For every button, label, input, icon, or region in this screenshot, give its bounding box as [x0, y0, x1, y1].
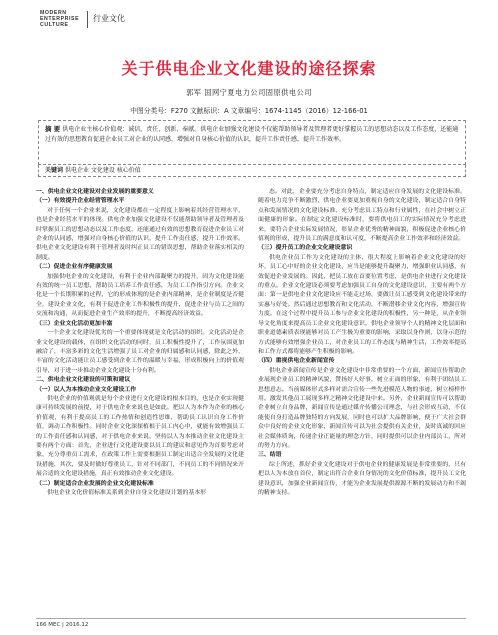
- section-name: 行业文化: [93, 14, 125, 23]
- right-column: [258, 188, 466, 498]
- section-heading: （三）提升员工的企业文化建设意识: [258, 245, 353, 252]
- paragraph: 态。对此，企业要充分考虑自身特点，制定适应自身发展的文化建设标准。随着电力竞争不断激烈，供电企业要更加重视自身的文化建设，制定适合自身特点和发展情况的文化建设标准，充分考虑员工特点和行业属性，在社会中树立正面健康的形象。在制定文化建设标准时，要将供电员工的实际情况充分考虑进来，要符合企业实际发展情况，彰显企业优秀的精神面貌，积极促进企业核心价值观的形成，提升员工的满意度和认可度，不断提高企业工作效率和经济效益。: [258, 189, 466, 243]
- section-heading: （三）企业文化活动更加丰富: [36, 320, 113, 327]
- section-heading: 二、供电企业文化建设的可策和建议: [36, 377, 131, 384]
- abstract-box: [38, 120, 466, 165]
- paragraph: 供电企业的价值观就是每个企业进行文化建设的根本目的，也是企业实现健康可持续发展的前提，对于供电企业来说也是如此。把以人为本作为企业的核心价值观，有利于提高员工的工作热情和创造性思维，帮助员工认识自身工作价值，调动工作积极性。同时企业文化深探植根于员工内心中，就能有效增强员工的工作责任感和认同感，对于供电企业来说，坚持以人为本推动企业文化建设主要有两个方面：首先，企业进行文化建设要以员工的建议和意见作为首要考虑对象，充分尊重员工需求，在政策工作上需要根据员工制定出适合全发展的文化建设措施，其次，要及时做好尊重员工，针对不同部门，不同员工的不同情况来开展合适的文化建设措施，真正有效推动企业文化建设。: [36, 395, 244, 478]
- section-heading: 三、结语: [258, 452, 282, 459]
- paragraph: 供电企业员工作为文化建设的主体，很大程度上影响着企业文化建设的好坏，员工心中好的企业文化建设，应当是能够提升凝聚力，增强职业认同感，有效促进企业发展的。因此，把员工放在首要位置考虑，是供电企业进行文化建设的重点。企业文化建设必须要考虑加强员工自身的文化建设意识，主要有两个方面：第一是供电企业文化建设应不能走过场，要做让员工感受到文化建设带来的实惠与好处。然后通过思想教育和文化活动，不断潜移企业文化内容，增强宣传力度。在这个过程中提升员工参与企业文化建设的积极性，另一种是，从企业领导文化角度来提高员工企业文化建设意识，供电企业领导个人的精神文化层面和职业道德素质表现能够对员工产生极为重要的影响，采取以身作则，以身示范的方式能够有效增强企业员工，对企业员工的工作态度与精神生活，工作效率提高和工作方式都将能够产生积极的影响。: [258, 254, 466, 355]
- section-heading: （一）有效提升企业经营管理水平: [36, 198, 125, 205]
- page-footer: 166 MEC | 2016.12: [36, 622, 89, 628]
- section-heading: （四）重视供电企业新闻宣传: [258, 358, 335, 365]
- abstract-label: 摘 要: [45, 125, 61, 133]
- paragraph: 供电企业新闻宣传是企业文化建设中非常重要的一个方面，新闻宣传帮助企业展现企业员工的精神风貌，赞扬好人好事，树立正面的形象，有利于团结员工思想意志。当前媒体形式多样对需合宣传一些先进模范人物的事迹，树立榜样作用。激发其他员工展现多样之精神文化建设中来。另外，企业新闻宣传可以帮助企业树立自身品牌，新闻宣传是通过媒介传播公司理念，与社会形成互动，不仅能使自身打造品牌独特的方向发展，同时也可以扩大品牌影响，便于广大社会群众中良好的企业文化形象，新闻宣传可以为社会提供有关企业，及时真诚的回应社会媒体质询，传递企业正能量的理念方针，同时提供可以企业内部员工，所对的努力方向。: [258, 367, 466, 449]
- paragraph: 对于任何一个企业来说，文化建设都在一定程度上影响着其经营管理水平，也是企业经营水平的体现。供电企业加强文化建设不仅能帮助领导者及管理者及时掌握员工的思想动态以及工作态度，还能通过有效的思想教育促进企业员工对企业的认同感，增强对自身核心价值的认识，提升工作责任感，提升工作效率。供电企业文化建设有利于管理者及时纠正员工的错误思想，帮助企业落实相关的制度。: [36, 207, 244, 261]
- footer-rule: [36, 618, 466, 619]
- paragraph: 加强供电企业的文化建设，有利于企业内部凝聚力的提升，因为文化建设能有效的统一员工思想，帮助员工培养工作责任感，为员工工作指引方向。企业文化是一个长期积累的过程，它的形成体现的是企业内部精神，是企业制度是否健全，建设企业文化，有利于促进企业工作积极性的提升，促进企业与员工之间的交流和沟通，从而促进企业生产效率的提升，不断提高经济效益。: [36, 273, 244, 318]
- keywords-text: 供电企业 文化建设 核心价值: [64, 167, 141, 174]
- page-header: [40, 10, 470, 36]
- brand-line-2: ENTERPRISE: [40, 16, 80, 22]
- brand-line-1: MODERN: [40, 10, 67, 16]
- header-divider: [87, 11, 88, 28]
- magazine-brand: [40, 10, 79, 28]
- article-authors: 郭军 国网宁夏电力公司固原供电公司: [186, 88, 312, 97]
- paragraph: 综上所述，抓好企业文化建设对于供电企业的健康发展是非常重要的，只有把以人为本放在首位，制定出符合企业自身情况的文化价值标准，提升员工文化建设意识，加强企业新闻宣传，才能为企业发展提供源源不断的发展动力和不竭的精神支持。: [258, 461, 466, 496]
- abstract-text: 供电企业主核心价值观：诚信、责任、创新、奉献。供电企业加强文化建设不仅能帮助领导者及管理者更好掌握员工的思想动态以及工作态度，还能通过有效的思想教育促进企业员工对企业的认同感，增强对自身核心价值的认识，提升工作责任感，提升工作效率。: [45, 126, 459, 143]
- section-heading: （一）以人为本推动企业文化建设工作: [36, 386, 137, 393]
- section-heading: 一、供电企业文化建设对企业发展的重要意义: [36, 189, 154, 195]
- article-title: 关于供电企业文化建设的途径探索: [121, 59, 377, 78]
- classification-line: 中图分类号：F270 文献标识：A 文章编号：1674-1145（2016）12-166-01: [130, 107, 368, 115]
- brand-line-3: CULTURE: [40, 22, 69, 28]
- paragraph: 供电企业文化价值标准关系到企业自身文化建设计划的基本形: [47, 490, 207, 496]
- left-column: [36, 188, 244, 498]
- keywords-label: 关键词: [45, 167, 64, 174]
- paragraph: 一个企业文化建设优劣的一个重要体现就是文化活动的组织。文化活动是企业文化建设的载体，在组织文化活动的同时，员工积极性提升了，工作氛围更加融洽了，丰富多彩的文化生活增强了员工对企业的归属感和认同感，除此之外，丰富的文化活动能让员工感受到企业工作的温暖与幸福，形成积极向上的价值观引导，对于进一步推动企业文化建设十分有利。: [36, 330, 244, 374]
- keywords-box: [38, 165, 466, 177]
- section-heading: （二）制定适合企业发展的企业文化建设标准: [36, 480, 154, 487]
- section-heading: （二）促进企业有序健康发展: [36, 264, 113, 271]
